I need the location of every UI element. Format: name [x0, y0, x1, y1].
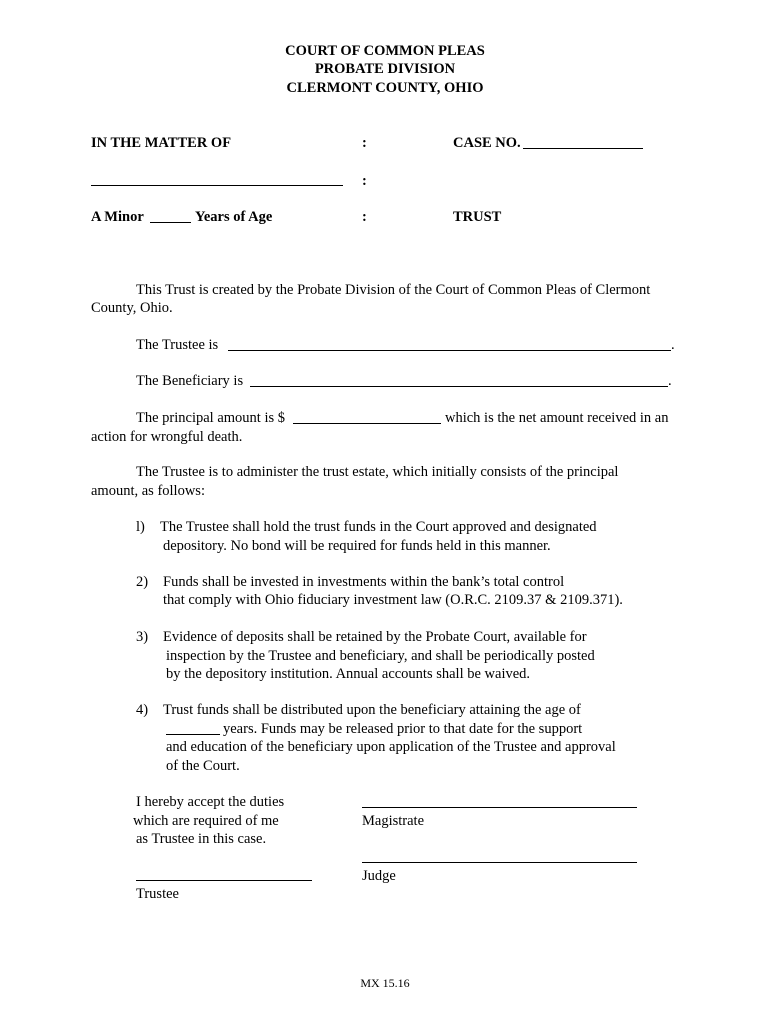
list-item-text: that comply with Ohio fiduciary investment law (O.R.C. 2109.37 & 2109.371).: [163, 592, 623, 608]
administer-text: The Trustee is to administer the trust estate, which initially consists of the principal: [136, 464, 619, 480]
division-name: PROBATE DIVISION: [314, 61, 456, 77]
case-no-field[interactable]: [523, 148, 643, 149]
administer-text-cont: amount, as follows:: [91, 483, 205, 499]
magistrate-signature-line[interactable]: [362, 807, 637, 808]
minor-name-field[interactable]: [91, 185, 343, 186]
list-item-text: Evidence of deposits shall be retained by the Probate Court, available for: [163, 629, 587, 645]
list-item-number: 2): [136, 574, 149, 590]
list-item-number: 4): [136, 702, 149, 718]
trustee-signature-label: Trustee: [136, 886, 179, 902]
matter-label: IN THE MATTER OF: [91, 135, 232, 151]
trustee-label: The Trustee is: [136, 337, 219, 353]
caption-colon: :: [362, 173, 367, 189]
list-item-text: and education of the beneficiary upon application of the Trustee and approval: [166, 739, 616, 755]
principal-amount-field[interactable]: [293, 423, 441, 424]
distribution-age-field[interactable]: [166, 734, 220, 735]
case-no-label: CASE NO.: [453, 135, 521, 151]
magistrate-signature-label: Magistrate: [362, 813, 425, 829]
minor-label: A Minor: [91, 209, 144, 225]
trust-label: TRUST: [453, 209, 502, 225]
list-item-number: 3): [136, 629, 149, 645]
years-of-age-label: Years of Age: [195, 209, 273, 225]
list-item-number: l): [136, 519, 145, 535]
judge-signature-line[interactable]: [362, 862, 637, 863]
trustee-signature-line[interactable]: [136, 880, 312, 881]
caption-colon: :: [362, 209, 367, 225]
list-item-text: depository. No bond will be required for funds held in this manner.: [163, 538, 551, 554]
period: .: [671, 337, 675, 353]
list-item-text: Trust funds shall be distributed upon the beneficiary attaining the age of: [163, 702, 581, 718]
list-item-text: years. Funds may be released prior to that date for the support: [223, 721, 583, 737]
beneficiary-name-field[interactable]: [250, 386, 668, 387]
acceptance-text: which are required of me: [133, 813, 279, 829]
list-item-text: by the depository institution. Annual accounts shall be waived.: [166, 666, 531, 682]
acceptance-text: I hereby accept the duties: [136, 794, 285, 810]
principal-label: The principal amount is $: [136, 410, 285, 426]
list-item-text: Funds shall be invested in investments within the bank’s total control: [163, 574, 565, 590]
caption-colon: :: [362, 135, 367, 151]
intro-text: This Trust is created by the Probate Division of the Court of Common Pleas of Clermont: [136, 282, 651, 298]
list-item-text: inspection by the Trustee and beneficiary, and shall be periodically posted: [166, 648, 595, 664]
acceptance-text: as Trustee in this case.: [136, 831, 267, 847]
list-item-text: of the Court.: [166, 758, 240, 774]
beneficiary-label: The Beneficiary is: [136, 373, 244, 389]
list-item-text: The Trustee shall hold the trust funds in the Court approved and designated: [160, 519, 597, 535]
minor-age-field[interactable]: [150, 222, 191, 223]
intro-text-cont: County, Ohio.: [91, 300, 173, 316]
period: .: [668, 373, 672, 389]
principal-text: which is the net amount received in an: [445, 410, 669, 426]
principal-text-cont: action for wrongful death.: [91, 429, 243, 445]
form-number: MX 15.16: [360, 976, 410, 990]
court-name: COURT OF COMMON PLEAS: [285, 43, 485, 59]
county-name: CLERMONT COUNTY, OHIO: [286, 80, 484, 96]
judge-signature-label: Judge: [362, 868, 396, 884]
trustee-name-field[interactable]: [228, 350, 671, 351]
